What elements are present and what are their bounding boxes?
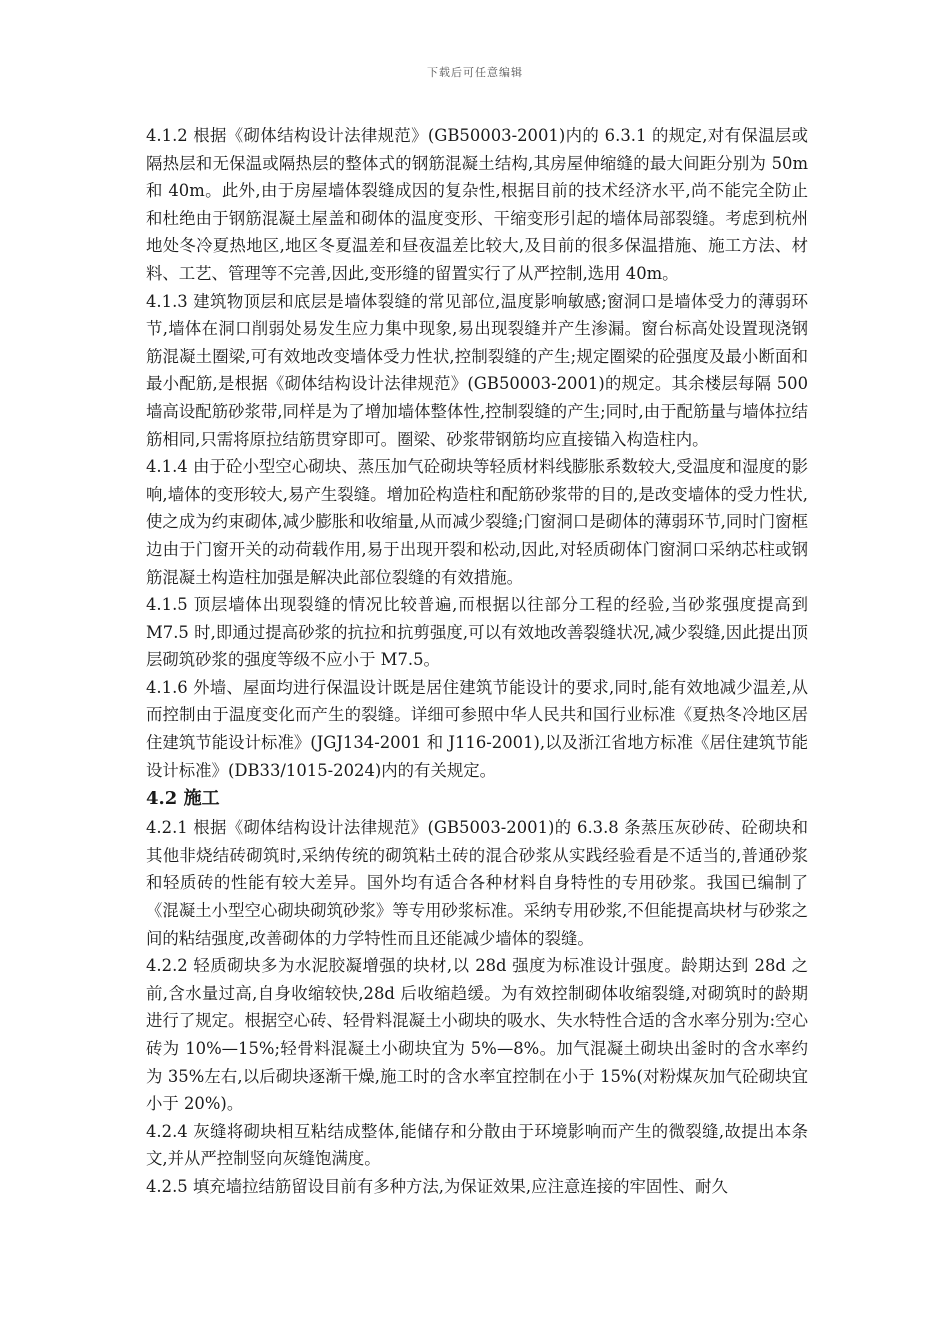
paragraph-4-2-4: 4.2.4 灰缝将砌块相互粘结成整体,能储存和分散由于环境影响而产生的微裂缝,故提出本条文,并从严控制竖向灰缝饱满度。	[146, 1121, 808, 1169]
document-body	[146, 122, 808, 1201]
paragraph-4-1-2: 4.1.2 根据《砌体结构设计法律规范》(GB50003-2001)内的 6.3.1 的规定,对有保温层或隔热层和无保温或隔热层的整体式的钢筋混凝土结构,其房屋伸缩缝的最大间距分别为 50m 和 40m。此外,由于房屋墙体裂缝成因的复杂性,根据目前的技术经济水平,尚不能完全防止和杜绝由于钢筋混凝土屋盖和砌体的温度变形、干缩变形引起的墙体局部裂缝。考虑到杭州地处冬冷夏热地区,地区冬夏温差和昼夜温差比较大,及目前的很多保温措施、施工方法、材料、工艺、管理等不完善,因此,变形缝的留置实行了从严控制,选用 40m。	[146, 126, 808, 283]
paragraph-4-1-4: 4.1.4 由于砼小型空心砌块、蒸压加气砼砌块等轻质材料线膨胀系数较大,受温度和湿度的影响,墙体的变形较大,易产生裂缝。增加砼构造柱和配筋砂浆带的目的,是改变墙体的受力性状,使之成为约束砌体,减少膨胀和收缩量,从而减少裂缝;门窗洞口是砌体的薄弱环节,同时门窗框边由于门窗开关的动荷载作用,易于出现开裂和松动,因此,对轻质砌体门窗洞口采纳芯柱或钢筋混凝土构造柱加强是解决此部位裂缝的有效措施。	[146, 457, 808, 587]
paragraph-4-2-5: 4.2.5 填充墙拉结筋留设目前有多种方法,为保证效果,应注意连接的牢固性、耐久	[146, 1176, 728, 1196]
paragraph-4-1-5: 4.1.5 顶层墙体出现裂缝的情况比较普遍,而根据以往部分工程的经验,当砂浆强度提高到 M7.5 时,即通过提高砂浆的抗拉和抗剪强度,可以有效地改善裂缝状况,减少裂缝,因此提出顶层砌筑砂浆的强度等级不应小于 M7.5。	[146, 595, 808, 670]
paragraph-4-2-1: 4.2.1 根据《砌体结构设计法律规范》(GB5003-2001)的 6.3.8 条蒸压灰砂砖、砼砌块和其他非烧结砖砌筑时,采纳传统的砌筑粘土砖的混合砂浆从实践经验看是不适当的,普通砂浆和轻质砖的性能有较大差异。国外均有适合各种材料自身特性的专用砂浆。我国已编制了《混凝土小型空心砌块砌筑砂浆》等专用砂浆标准。采纳专用砂浆,不但能提高块材与砂浆之间的粘结强度,改善砌体的力学特性而且还能减少墙体的裂缝。	[146, 818, 808, 948]
section-heading-4-2: 4.2 施工	[146, 788, 220, 810]
page-header: 下载后可任意编辑	[427, 66, 523, 79]
paragraph-4-1-6: 4.1.6 外墙、屋面均进行保温设计既是居住建筑节能设计的要求,同时,能有效地减少温差,从而控制由于温度变化而产生的裂缝。详细可参照中华人民共和国行业标准《夏热冬冷地区居住建筑节能设计标准》(JGJ134-2001 和 J116-2001),以及浙江省地方标准《居住建筑节能设计标准》(DB33/1015-2024)内的有关规定。	[146, 677, 808, 780]
paragraph-4-1-3: 4.1.3 建筑物顶层和底层是墙体裂缝的常见部位,温度影响敏感;窗洞口是墙体受力的薄弱环节,墙体在洞口削弱处易发生应力集中现象,易出现裂缝并产生渗漏。窗台标高处设置现浇钢筋混凝土圈梁,可有效地改变墙体受力性状,控制裂缝的产生;规定圈梁的砼强度及最小断面和最小配筋,是根据《砌体结构设计法律规范》(GB50003-2001)的规定。其余楼层每隔 500 墙高设配筋砂浆带,同样是为了增加墙体整体性,控制裂缝的产生;同时,由于配筋量与墙体拉结筋相同,只需将原拉结筋贯穿即可。圈梁、砂浆带钢筋均应直接锚入构造柱内。	[146, 291, 808, 449]
paragraph-4-2-2: 4.2.2 轻质砌块多为水泥胶凝增强的块材,以 28d 强度为标准设计强度。龄期达到 28d 之前,含水量过高,自身收缩较快,28d 后收缩趋缓。为有效控制砌体收缩裂缝,对砌筑时的龄期进行了规定。根据空心砖、轻骨料混凝土小砌块的吸水、失水特性合适的含水率分别为:空心砖为 10%—15%;轻骨料混凝土小砌块宜为 5%—8%。加气混凝土砌块出釜时的含水率约为 35%左右,以后砌块逐渐干燥,施工时的含水率宜控制在小于 15%(对粉煤灰加气砼砌块宜小于 20%)。	[146, 956, 808, 1114]
